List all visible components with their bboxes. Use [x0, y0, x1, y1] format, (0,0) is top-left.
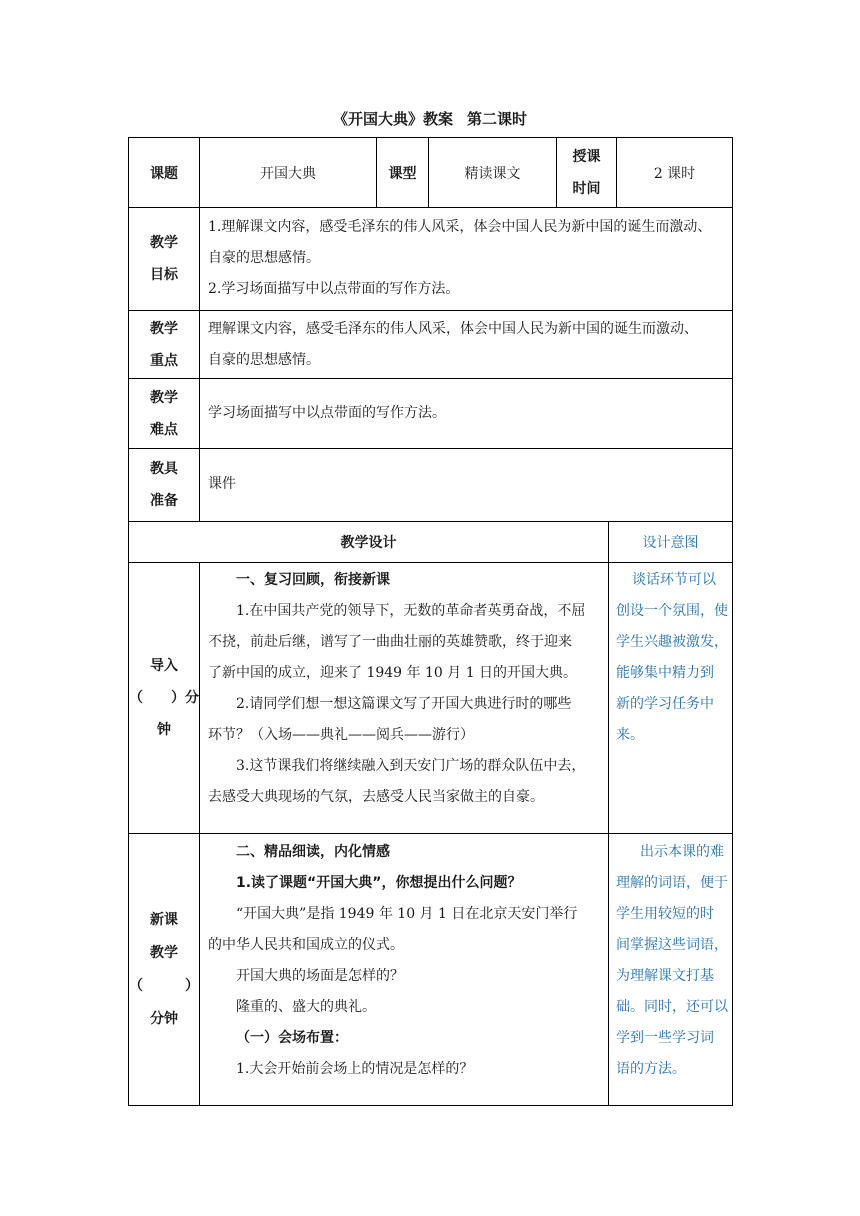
intro-intent-line: 创设一个氛围，使	[616, 603, 728, 619]
new-lesson-line: “开国大典”是指 1949 年 10 月 1 日在北京天安门举行	[236, 906, 578, 922]
design-header: 教学设计	[340, 535, 397, 551]
intro-label-line-2: （ ）分	[129, 690, 199, 706]
intro-intent	[616, 565, 732, 751]
new-lesson-intent-line: 为理解课文打基	[616, 968, 714, 984]
new-lesson-line: 1.大会开始前会场上的情况是怎样的？	[236, 1061, 474, 1077]
tools-text: 课件	[208, 476, 236, 492]
new-lesson-intent-line: 学生用较短的时	[616, 906, 714, 922]
intro-line: 不挠，前赴后继，谱写了一曲曲壮丽的英雄赞歌，终于迎来	[208, 634, 572, 650]
new-lesson-intent-line: 语的方法。	[616, 1061, 686, 1077]
new-lesson-label-line-3: （ ）	[129, 977, 199, 994]
objectives-label-line-1: 教学	[150, 235, 178, 251]
key-points-line: 自豪的思想感情。	[208, 352, 320, 368]
objectives-label-line-2: 目标	[150, 267, 178, 283]
title-sub: 第二课时	[467, 110, 528, 128]
new-lesson-question: 1.读了课题“开国大典”，你想提出什么问题？	[236, 875, 522, 891]
intro-intent-line: 新的学习任务中	[616, 696, 714, 712]
title-main: 《开国大典》教案	[332, 110, 453, 128]
new-lesson-label	[129, 834, 199, 1105]
difficulties-text: 学习场面描写中以点带面的写作方法。	[208, 405, 446, 421]
new-lesson-content	[208, 837, 608, 1085]
new-lesson-intent	[616, 837, 732, 1085]
intro-intent-line: 来。	[616, 727, 644, 743]
objectives-line: 自豪的思想感情。	[208, 250, 320, 266]
new-lesson-heading: 二、精品细读，内化情感	[236, 844, 390, 860]
topic-value: 开国大典	[260, 165, 316, 182]
tools-label-line-2: 准备	[150, 493, 178, 509]
new-lesson-intent-line: 理解的词语，便于	[616, 875, 728, 891]
time-label-line-1: 授课	[572, 148, 601, 165]
intro-content	[208, 565, 608, 813]
intent-header: 设计意图	[642, 535, 699, 551]
type-label: 课型	[388, 165, 417, 182]
intro-intent-line: 谈话环节可以	[632, 572, 716, 588]
topic-label: 课题	[150, 165, 178, 182]
key-points-label-line-2: 重点	[150, 352, 178, 369]
difficulties-label	[129, 379, 199, 448]
objectives-line: 1.理解课文内容，感受毛泽东的伟人风采，体会中国人民为新中国的诞生而激动、	[208, 219, 712, 235]
key-points-label-line-1: 教学	[150, 320, 178, 337]
time-label-line-2: 时间	[572, 180, 601, 197]
objectives-label	[129, 208, 199, 310]
document-title	[0, 108, 860, 129]
key-points-label	[129, 311, 199, 378]
intro-intent-line: 学生兴趣被激发，	[616, 634, 728, 650]
tools-label-line-1: 教具	[150, 461, 178, 477]
type-value: 精读课文	[464, 165, 521, 182]
new-lesson-label-line-1: 新课	[150, 911, 178, 928]
objectives-text	[208, 212, 732, 305]
new-lesson-intent-line: 间掌握这些词语，	[616, 937, 728, 953]
new-lesson-label-line-2: 教学	[150, 944, 178, 961]
new-lesson-intent-line: 础。同时，还可以	[616, 999, 728, 1015]
new-lesson-line: 的中华人民共和国成立的仪式。	[208, 937, 404, 953]
time-value: 2 课时	[653, 165, 696, 182]
intro-label-line-3: 钟	[157, 722, 171, 738]
tools-label	[129, 449, 199, 521]
new-lesson-line: 开国大典的场面是怎样的？	[236, 968, 404, 984]
intro-line: 了新中国的成立，迎来了 1949 年 10 月 1 日的开国大典。	[208, 665, 578, 681]
time-label	[557, 138, 616, 207]
objectives-line: 2.学习场面描写中以点带面的写作方法。	[208, 281, 460, 297]
new-lesson-subheading: （一）会场布置：	[236, 1030, 348, 1046]
new-lesson-line: 隆重的、盛大的典礼。	[236, 999, 376, 1015]
intro-line: 3.这节课我们将继续融入到天安门广场的群众队伍中去，	[236, 758, 586, 774]
intro-line: 去感受大典现场的气氛，去感受人民当家做主的自豪。	[208, 789, 544, 805]
difficulties-label-line-1: 教学	[150, 389, 178, 406]
intro-line: 1.在中国共产党的领导下，无数的革命者英勇奋战，不屈	[236, 603, 586, 619]
intro-intent-line: 能够集中精力到	[616, 665, 714, 681]
intro-label	[129, 563, 199, 833]
intro-label-line-1: 导入	[150, 658, 178, 674]
key-points-line: 理解课文内容，感受毛泽东的伟人风采，体会中国人民为新中国的诞生而激动、	[208, 321, 698, 337]
key-points-text	[208, 314, 732, 376]
new-lesson-intent-line: 出示本课的难	[640, 844, 724, 860]
intro-heading: 一、复习回顾，衔接新课	[236, 572, 390, 588]
intro-line: 2.请同学们想一想这篇课文写了开国大典进行时的哪些	[236, 696, 572, 712]
new-lesson-intent-line: 学到一些学习词	[616, 1030, 714, 1046]
new-lesson-label-line-4: 分钟	[150, 1010, 178, 1027]
intro-line: 环节？（入场——典礼——阅兵——游行）	[208, 727, 474, 743]
difficulties-label-line-2: 难点	[150, 421, 178, 438]
